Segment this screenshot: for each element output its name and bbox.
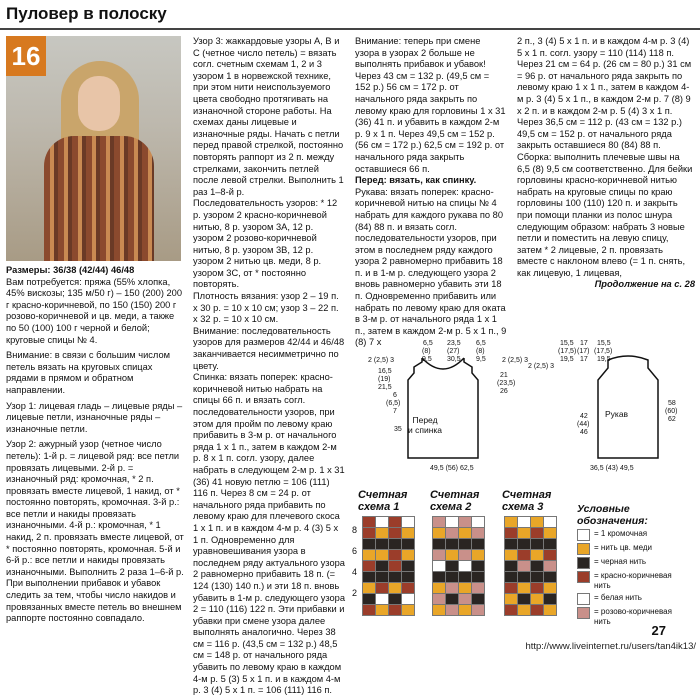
schema-cell	[433, 594, 445, 604]
front-left-top-4: 21,5	[378, 384, 392, 391]
schema-cell	[518, 561, 530, 571]
schema-cell	[459, 517, 471, 527]
schema-cell	[518, 517, 530, 527]
counting-schema-1	[362, 516, 415, 616]
front-top-dim-7: 9,5	[422, 356, 432, 363]
front-right-mid-3: 26	[500, 388, 508, 395]
front-left-mid-1: 6	[393, 392, 397, 399]
schema-cell	[446, 583, 458, 593]
title-divider	[0, 28, 700, 30]
schema-cell	[544, 539, 556, 549]
continued-note: Продолжение на с. 28	[594, 279, 695, 290]
front-top-dim-1: 6,5	[423, 340, 433, 347]
legend-item-white: = белая нить	[577, 593, 689, 605]
schema-cell	[389, 561, 401, 571]
schema-cell	[518, 528, 530, 538]
schema-cell	[472, 528, 484, 538]
schema-cell	[472, 550, 484, 560]
sleeve-right-dim-3: 62	[668, 416, 676, 423]
front-top-dim-3: 6,5	[476, 340, 486, 347]
schema-cell	[472, 572, 484, 582]
source-url: http://www.liveinternet.ru/users/tan4ik13/	[525, 641, 696, 652]
schema-cell	[472, 583, 484, 593]
row-number-4: 4	[352, 567, 358, 577]
schema-cell	[433, 561, 445, 571]
schema-cell	[363, 572, 375, 582]
legend-item-pink-brown: = розово-коричневая нить	[577, 607, 689, 627]
schema-cell	[363, 594, 375, 604]
legend-item-red-brown: = красно-коричневая нить	[577, 571, 689, 591]
front-instructions: Перед: вязать, как спинку.	[355, 175, 477, 186]
knitting-density: Плотность вязания: узор 2 – 19 п. х 30 р. = 10 х 10 см; узор 3 – 22 п. х 32 р. = 10 х 10 см.	[193, 291, 339, 325]
schema-cell	[472, 594, 484, 604]
front-left-top-3: (19)	[378, 376, 391, 383]
schema-cell	[472, 561, 484, 571]
swatch-copper	[577, 543, 590, 555]
schema-cell	[402, 594, 414, 604]
page-number: 27	[651, 623, 666, 638]
schema-3-title	[502, 489, 551, 513]
schema-cell	[402, 539, 414, 549]
schema-cell	[433, 583, 445, 593]
legend-item-edge: = 1 кромочная	[577, 529, 689, 541]
pattern-3: Узор 3: жаккардовые узоры А, В и С (четное число петель) = вязать согл. счетным схемам 1, 2 и 3 узором 1 в норвежской технике, при этом нити неиспользуемого цвета свободно протягивать на изнаночной стороне работы. На схемах даны лицевые и изнаночные ряды. Начать с петли перед правой стрелкой, постоянно повторять раппорт из 2 п. между стрелками, закончить петлей после левой стрелки. Выполнить 1 раз 1–8-й р.	[193, 36, 344, 197]
column-1	[6, 265, 186, 625]
schema-1-title-line1: Счетная	[358, 489, 408, 501]
schema-cell	[472, 517, 484, 527]
schema-cell	[433, 550, 445, 560]
schema-cell	[459, 561, 471, 571]
schema-cell	[544, 605, 556, 615]
schema-cell	[505, 594, 517, 604]
schema-cell	[446, 517, 458, 527]
schema-1-title	[358, 489, 407, 513]
schema-cell	[402, 517, 414, 527]
schema-cell	[505, 605, 517, 615]
assembly-instructions: Сборка: выполнить плечевые швы на 6,5 (8) 9,5 см соответственно. Для бейки горловины красно-коричневой нитью набрать на круговые спицы по краю горловины 100 (110) 120 п. и закрыть при помощи планки из полос шнура следующим образом: набрать 3 новые петли и поместить на левую спицу, затем * 2 лицевые, 2 п. провязать вместе с наклоном влево (= 1 п. снять, как лицевую, 1 лицевая,	[517, 151, 693, 278]
schema-cell	[446, 561, 458, 571]
schema-2-title-line2: схема 2	[430, 501, 472, 513]
front-top-dim-8: 30,5	[447, 356, 461, 363]
schema-cell	[446, 572, 458, 582]
schema-cell	[505, 572, 517, 582]
counting-schema-2	[432, 516, 485, 616]
pattern-number-badge: 16	[6, 36, 46, 76]
front-bottom-dim: 49,5 (56) 62,5	[430, 465, 474, 472]
swatch-black	[577, 557, 590, 569]
front-right-mid-1: 21	[500, 372, 508, 379]
schema-cell	[459, 583, 471, 593]
schema-2-title	[430, 489, 479, 513]
schema-cell	[376, 539, 388, 549]
schema-cell	[376, 583, 388, 593]
sleeve-left-top: 2 (2,5) 3	[528, 363, 555, 370]
swatch-white	[577, 593, 590, 605]
schema-cell	[544, 594, 556, 604]
legend-item-black: = черная нить	[577, 557, 689, 569]
schema-cell	[376, 550, 388, 560]
schema-cell	[531, 583, 543, 593]
schema-cell	[531, 594, 543, 604]
attention-note-2: Внимание: последовательность узоров для размеров 42/44 и 46/48 заканчивается несимметрично по цвету.	[193, 325, 345, 371]
schema-cell	[531, 528, 543, 538]
front-left-top-1: 2 (2,5) 3	[368, 357, 395, 364]
schema-cell	[376, 605, 388, 615]
sleeve-bottom-dim: 36,5 (43) 49,5	[590, 465, 634, 472]
schema-cell	[446, 528, 458, 538]
schema-cell	[459, 528, 471, 538]
schema-cell	[544, 561, 556, 571]
schema-cell	[402, 561, 414, 571]
schema-cell	[376, 561, 388, 571]
schema-3-title-line2: схема 3	[502, 501, 544, 513]
attention-note-3: Внимание: теперь при смене узора в узорах 2 больше не выполнять прибавок и убавок! Через 43 см = 132 р. (49,5 см = 152 р.) 56 см = 172 р. от начального ряда закрыть по левому краю для горловины 1 х 31 (36) 41 п. и убавить в каждом 2-м р. 9 х 1 п. Через 49,5 см = 152 р. (56 см = 172 р.) 62,5 см = 192 р. от начального ряда закрыть оставшиеся 66 п.	[355, 36, 506, 174]
row-number-6: 6	[352, 546, 358, 556]
sleeve-left-dim-3: 46	[580, 429, 588, 436]
schema-cell	[472, 605, 484, 615]
pattern-2: Узор 2: ажурный узор (четное число петель): 1-й р. = лицевой ряд: все петли провязать лицевыми. 2-й р. = изнаночный ряд: кромочная, * 2 п. провязать вместе лицевой, 1 накид, от * постоянно повторять, кромочная. 3-й р.: все петли и накиды провязать изнаночными. 4-й р.: кромочная, * 1 накид, 2 п. провязать вместе лицевой, от * постоянно повторять, кромочная. 5-й и 6-й р.: все петли и накиды провязать изнаночными. Выполнить 2 раза 1–6-й р. При выполнении прибавок и убавок следить за тем, чтобы число накидов и провязанных вместе петель во внешнем раппорте постоянно совпадало.	[6, 439, 184, 624]
schema-1-title-line2: схема 1	[358, 501, 400, 513]
legend-title-line2: обозначения:	[577, 515, 648, 527]
pattern-sequence: Последовательность узоров: * 12 р. узором 2 красно-коричневой нитью, 8 р. узором 3А, 12 р. узором 2 розово-коричневой нитью, 8 р. узором 3В, 12 р. узором 2 нитью цв. меди, 8 р. узором 3С, от * постоянно повторять.	[193, 198, 338, 290]
front-top-dim-2: 23,5	[447, 340, 461, 347]
schema-cell	[446, 539, 458, 549]
schema-cell	[518, 550, 530, 560]
legend-item-copper: = нить цв. меди	[577, 543, 689, 555]
column-2	[193, 36, 345, 697]
row-number-8: 8	[352, 525, 358, 535]
front-top-dim-5: (27)	[447, 348, 460, 355]
schema-cell	[531, 539, 543, 549]
front-back-label: Перед и спинка	[408, 415, 443, 435]
schema-cell	[531, 572, 543, 582]
schema-cell	[402, 572, 414, 582]
schema-cell	[376, 517, 388, 527]
schema-cell	[459, 594, 471, 604]
schema-cell	[531, 561, 543, 571]
schema-cell	[518, 539, 530, 549]
schema-cell	[433, 528, 445, 538]
sleeve-top-dim-7: 19,5	[560, 356, 574, 363]
schema-cell	[505, 539, 517, 549]
attention-note: Внимание: в связи с большим числом петель вязать на круговых спицах рядами в прямом и обратном направлении.	[6, 350, 171, 395]
schema-cell	[363, 583, 375, 593]
schema-cell	[389, 572, 401, 582]
front-left-dim: 35	[394, 426, 402, 433]
front-left-mid-2: (6,5)	[386, 400, 401, 407]
sizes: Размеры: 36/38 (42/44) 46/48	[6, 265, 135, 275]
counting-schema-3	[504, 516, 557, 616]
schema-cell	[363, 539, 375, 549]
schema-cell	[402, 550, 414, 560]
schema-cell	[531, 550, 543, 560]
swatch-pink-brown	[577, 607, 590, 619]
schema-cell	[363, 561, 375, 571]
schema-cell	[389, 583, 401, 593]
schema-cell	[505, 550, 517, 560]
column-3	[355, 36, 507, 349]
sleeve-instructions: Рукава: вязать поперек: красно-коричневой нитью на спицы № 4 набрать для каждого рукава по 80 (84) 88 п. и вязать согл. последовательности узоров, при этом в последнем ряду каждого узора 2 равномерно прибавить 18 п. и в 1-м р. следующего узора 2 вновь равномерно убавить эти 18 п. Одновременно прибавить или набрать по левому краю для оката в 3-м р. от начального ряда 1 х 1 п., затем в каждом 2-м р. 5 х 1 п., 9 (8) 7 х	[355, 186, 507, 348]
schema-cell	[544, 517, 556, 527]
front-right-mid-2: (23,5)	[497, 380, 516, 387]
sleeve-top-dim-8: 17	[580, 356, 588, 363]
sleeve-left-dim-2: (44)	[577, 421, 590, 428]
schema-cell	[376, 572, 388, 582]
schema-cell	[402, 583, 414, 593]
schema-cell	[402, 605, 414, 615]
row-number-2: 2	[352, 588, 358, 598]
schema-3-title-line1: Счетная	[502, 489, 552, 501]
schema-row-numbers	[352, 520, 357, 604]
schema-2-title-line1: Счетная	[430, 489, 480, 501]
schema-cell	[459, 550, 471, 560]
swatch-red-brown	[577, 571, 590, 583]
schema-cell	[446, 605, 458, 615]
schema-cell	[518, 605, 530, 615]
sleeve-label: Рукав	[605, 409, 629, 419]
front-left-mid-3: 7	[393, 408, 397, 415]
schema-cell	[389, 605, 401, 615]
sleeve-top-dim-2: 17	[580, 340, 588, 347]
schema-cell	[459, 572, 471, 582]
schema-cell	[531, 605, 543, 615]
sleeve-top-dim-9: 19,5	[597, 356, 611, 363]
schema-cell	[518, 572, 530, 582]
column-4	[517, 36, 695, 291]
sleeve-top-dim-3: 15,5	[597, 340, 611, 347]
schema-cell	[531, 517, 543, 527]
schema-cell	[376, 528, 388, 538]
schema-cell	[472, 539, 484, 549]
front-top-dim-4: (8)	[422, 348, 431, 355]
front-left-top-2: 16,5	[378, 368, 392, 375]
schema-cell	[363, 517, 375, 527]
schema-cell	[544, 572, 556, 582]
front-right-top: 2 (2,5) 3	[502, 357, 529, 364]
sleeve-right-dim-1: 58	[668, 400, 676, 407]
sleeve-top-dim-4: (17,5)	[558, 348, 577, 355]
materials: Вам потребуется: пряжа (55% хлопка, 45% вискозы; 135 м/50 г) – 150 (200) 200 г красно-коричневой, по 150 (150) 200 г розово-коричневой и цв. меди, а также по 50 (100) 100 г черной и белой; круговые спицы № 4.	[6, 276, 183, 345]
page-title: Пуловер в полоску	[6, 4, 167, 23]
sleeve-left-dim-1: 42	[580, 413, 588, 420]
legend	[577, 503, 689, 627]
front-top-dim-6: (8)	[476, 348, 485, 355]
sleeve-top-dim-1: 15,5	[560, 340, 574, 347]
schema-cell	[389, 517, 401, 527]
schema-cell	[389, 550, 401, 560]
schema-cell	[389, 539, 401, 549]
schema-cell	[544, 583, 556, 593]
sleeve-right-dim-2: (60)	[665, 408, 678, 415]
schema-cell	[433, 517, 445, 527]
schema-cell	[459, 539, 471, 549]
front-top-dim-9: 9,5	[476, 356, 486, 363]
sleeve-top-dim-5: (17)	[577, 348, 590, 355]
schema-cell	[376, 594, 388, 604]
schema-cell	[363, 528, 375, 538]
legend-title-line1: Условные	[577, 503, 630, 515]
schema-cell	[402, 528, 414, 538]
back-instructions: Спинка: вязать поперек: красно-коричневой нитью набрать на спицы 66 п. и вязать согл. последовательности узоров, при этом для пройм по левому краю прибавить в 3-м р. от начального ряда 1 х 1 п., затем в каждом 2-м р. 8 х 1 п. согл. узору, далее набрать в следующем 2-м р. 1 х 31 (36) 41 новую петлю = 106 (111) 116 п. Через 8 см = 24 р. от начального ряда прибавить по левому краю для плечевого скоса 1 х 1 п. и в каждом 4-м р. 4 (3) 5 х 1 п. Одновременно для уравновешивания узора в последнем ряду актуального узора 2 равномерно прибавить 18 п. (= 124 (130) 140 п.) и эти 18 п. вновь убавить в 1-м р. следующего узора 2 = 110 (116) 122 п. Эти прибавки и убавки при смене узора далее выполнять аналогично. Через 38 см = 116 р. (43,5 см = 132 р.) 48,5 см = 148 р. от начального ряда убавить по левому краю в каждом 4-м р. 5 (3) 5 х 1 п. и в каждом 4-м р. 3 (4) 5 х 1 п. = 106 (111) 116 п.	[193, 372, 346, 696]
schema-cell	[518, 594, 530, 604]
schema-cell	[363, 550, 375, 560]
schema-cell	[446, 594, 458, 604]
schema-cell	[446, 550, 458, 560]
swatch-edge	[577, 529, 590, 541]
schema-cell	[433, 605, 445, 615]
sleeve-continued: 2 п., 3 (4) 5 х 1 п. и в каждом 4-м р. 3 (4) 5 х 1 п. согл. узору = 110 (114) 118 п. Через 21 см = 64 р. (26 см = 80 р.) 31 см = 96 р. от начального ряда закрыть по левому краю 1 х 1 п., затем в каждом 4-м р. 3 (4) 5 х 1 п., в каждом 2-м р. 7 (8) 9 х 2 п. и в каждом 2-м р. 5 (4) 3 х 1 п. Через 36,5 см = 112 р. (43 см = 132 р.) 49,5 см = 152 р. от начального ряда закрыть оставшиеся 80 (84) 88 п.	[517, 36, 692, 151]
schema-cell	[389, 528, 401, 538]
schema-cell	[389, 594, 401, 604]
pattern-1: Узор 1: лицевая гладь – лицевые ряды – лицевые петли, изнаночные ряды – изнаночные петли.	[6, 400, 183, 434]
schema-cell	[363, 605, 375, 615]
schema-cell	[544, 550, 556, 560]
schema-cell	[433, 539, 445, 549]
schema-cell	[433, 572, 445, 582]
schema-cell	[459, 605, 471, 615]
schema-cell	[505, 517, 517, 527]
schema-cell	[505, 528, 517, 538]
schema-cell	[518, 583, 530, 593]
sleeve-top-dim-6: (17,5)	[594, 348, 613, 355]
schema-cell	[505, 561, 517, 571]
schema-cell	[505, 583, 517, 593]
schema-cell	[544, 528, 556, 538]
